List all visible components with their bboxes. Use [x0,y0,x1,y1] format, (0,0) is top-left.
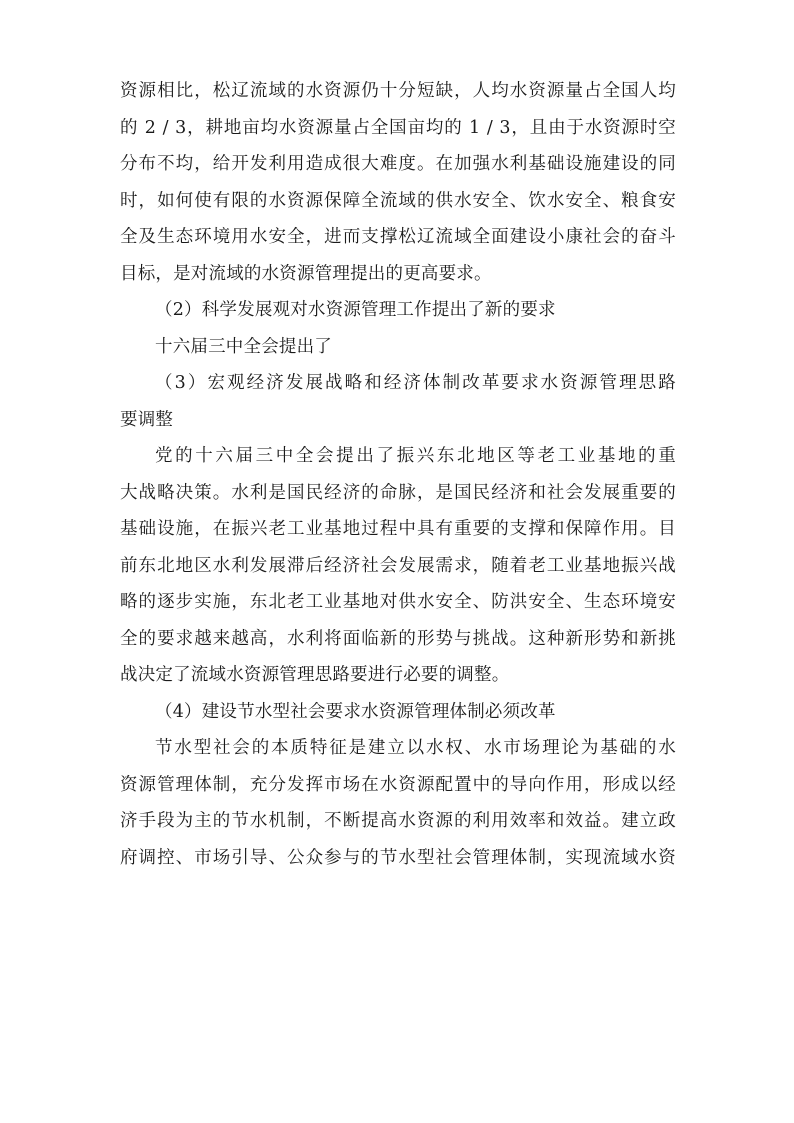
text-line: 战决定了流域水资源管理思路要进行必要的调整。 [120,665,510,685]
text-line: 略的逐步实施，东北老工业基地对供水安全、防洪安全、生态环境安 [120,592,676,612]
section-heading-2: （2）科学发展观对水资源管理工作提出了新的要求 [155,300,556,320]
text-line: 全的要求越来越高，水利将面临新的形势与挑战。这种新形势和新挑 [120,628,676,649]
text-line: 十六届三中全会提出了 [155,336,332,357]
text-line: 目标，是对流域的水资源管理提出的更高要求。 [120,263,492,284]
section-heading-3-cont: 要调整 [120,409,174,430]
text-line: 全及生态环境用水安全，进而支撑松辽流域全面建设小康社会的奋斗 [120,227,676,247]
text-line: 资源管理体制，充分发挥市场在水资源配置中的导向作用，形成以经 [120,774,676,795]
section-heading-4: （4）建设节水型社会要求水资源管理体制必须改革 [155,701,556,722]
text-line: 节水型社会的本质特征是建立以水权、水市场理论为基础的水 [155,738,676,758]
text-line: 府调控、市场引导、公众参与的节水型社会管理体制，实现流域水资 [120,847,676,868]
text-line: 党的十六届三中全会提出了振兴东北地区等老工业基地的重 [155,446,676,466]
text-line: 分布不均，给开发利用造成很大难度。在加强水利基础设施建设的同 [120,154,676,174]
text-line: 时，如何使有限的水资源保障全流域的供水安全、饮水安全、粮食安 [120,190,676,211]
text-line: 前东北地区水利发展滞后经济社会发展需求，随着老工业基地振兴战 [120,555,676,576]
text-line: 的 2 / 3，耕地亩均水资源量占全国亩均的 1 / 3，且由于水资源时空 [120,117,676,138]
document-body [120,73,676,876]
text-line: 济手段为主的节水机制，不断提高水资源的利用效率和效益。建立政 [120,811,676,831]
text-line: 资源相比，松辽流域的水资源仍十分短缺，人均水资源量占全国人均 [120,81,676,101]
text-line: 基础设施，在振兴老工业基地过程中具有重要的支撑和保障作用。目 [120,519,676,539]
text-line: 大战略决策。水利是国民经济的命脉，是国民经济和社会发展重要的 [120,482,676,503]
section-heading-3: （3）宏观经济发展战略和经济体制改革要求水资源管理思路 [155,373,676,393]
